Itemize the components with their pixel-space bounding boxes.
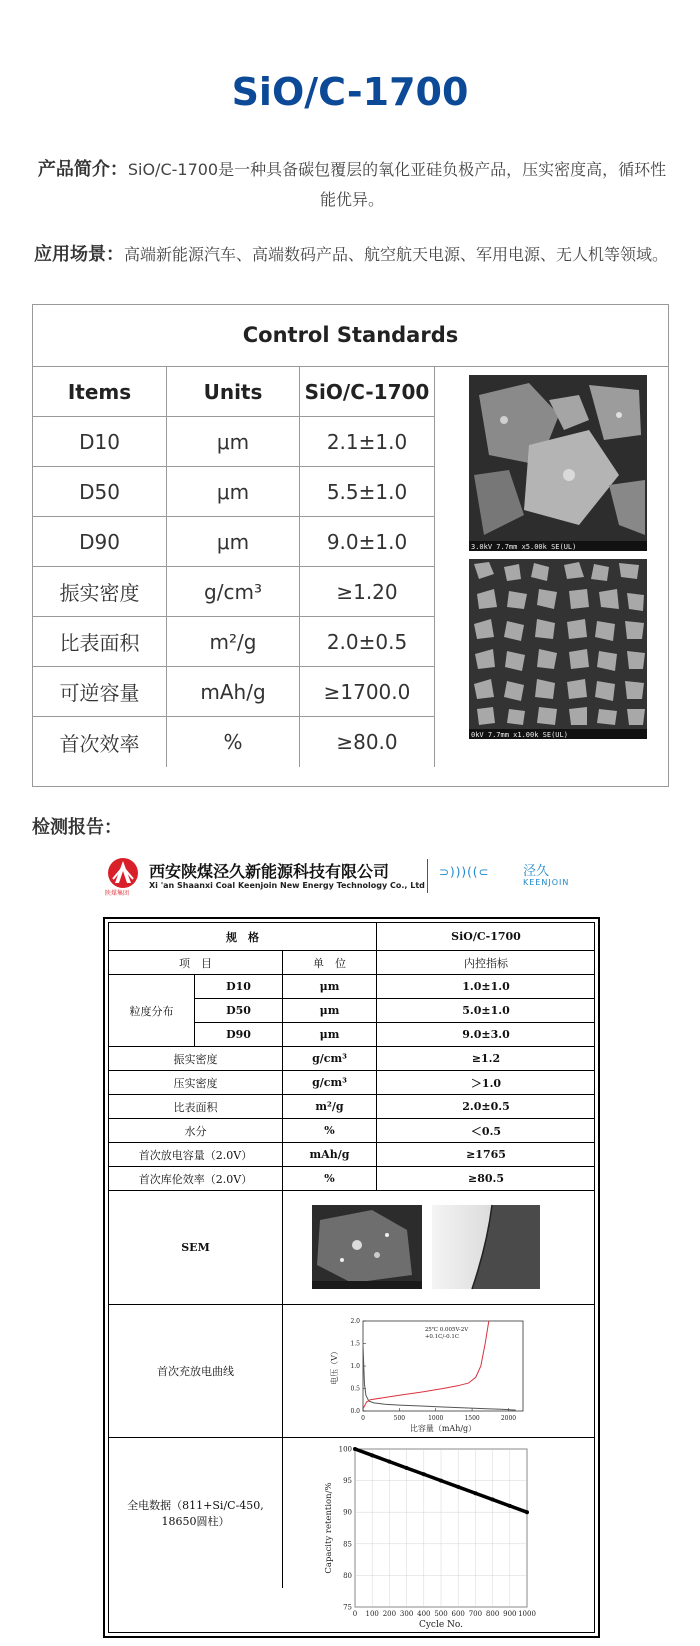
cs-cell-r2-c1: μm [167, 467, 300, 517]
control-standards-title: Control Standards [33, 305, 668, 367]
chart2-xlabel: Cycle No. [418, 1620, 464, 1630]
report-row-std-5: ≥80.5 [377, 1167, 595, 1191]
intro-label: 产品简介： [37, 159, 128, 180]
chart2-ylabel: Capacity retention/% [324, 1482, 334, 1574]
report-row-unit-1: g/cm³ [283, 1071, 377, 1095]
cs-cell-r1-c0: D10 [33, 417, 167, 467]
report-psd-unit-1: μm [283, 999, 377, 1023]
company-logo [105, 857, 141, 897]
cs-cell-r4-c2: ≥1.20 [300, 567, 435, 617]
cs-cell-r3-c1: μm [167, 517, 300, 567]
chart1-ytick-label: 1.5 [350, 1340, 360, 1348]
chart1-ytick-label: 0.0 [350, 1408, 360, 1415]
chart2-ytick-label: 85 [343, 1540, 352, 1549]
cs-cell-r4-c1: g/cm³ [167, 567, 300, 617]
cs-cell-r2-c0: D50 [33, 467, 167, 517]
chart2-xtick-label: 400 [417, 1610, 431, 1618]
chart1-xlabel: 比容量（mAh/g） [409, 1424, 477, 1433]
report-psd-label: 粒度分布 [109, 975, 195, 1047]
chart1-ytick-label: 1.0 [350, 1363, 360, 1370]
chart2-ytick-label: 95 [343, 1477, 352, 1486]
report-row-unit-2: m²/g [283, 1095, 377, 1119]
cs-cell-r7-c2: ≥80.0 [300, 717, 435, 767]
control-standards-table [32, 304, 669, 787]
cs-cell-r6-c1: mAh/g [167, 667, 300, 717]
report-row-std-2: 2.0±0.5 [377, 1095, 595, 1119]
report-row-item-3: 水分 [109, 1119, 283, 1143]
report-row-item-2: 比表面积 [109, 1095, 283, 1119]
report-sem-label: SEM [109, 1191, 283, 1305]
report-col-item: 项 目 [109, 951, 283, 975]
chart2-xtick-label: 500 [434, 1610, 448, 1618]
sem-caption-2: 0kV 7.7mm x1.00k SE(UL) [471, 731, 568, 739]
keenjoin-name-en: KEENJOIN [523, 878, 570, 887]
chart1-xtick-label: 0 [361, 1415, 365, 1422]
sem-image-low-mag [469, 559, 647, 739]
report-spec-label: 规 格 [109, 923, 377, 951]
cs-cell-r5-c1: m²/g [167, 617, 300, 667]
report-row-std-4: ≥1765 [377, 1143, 595, 1167]
report-psd-unit-0: μm [283, 975, 377, 999]
sem-images [457, 367, 668, 787]
cs-cell-r4-c0: 振实密度 [33, 567, 167, 617]
chart2-xtick-label: 100 [365, 1610, 379, 1618]
report-psd-item-1: D50 [195, 999, 283, 1023]
report-row-std-1: ＞1.0 [377, 1071, 595, 1095]
report-row-item-0: 振实密度 [109, 1047, 283, 1071]
cs-cell-r1-c2: 2.1±1.0 [300, 417, 435, 467]
chart1-ytick-label: 2.0 [350, 1318, 360, 1325]
header-divider [427, 859, 428, 893]
chart2-xtick-label: 300 [399, 1610, 414, 1618]
application-scenarios [34, 240, 684, 266]
chart2-xtick-label: 0 [352, 1610, 358, 1618]
keenjoin-mark: ⊃)))((⊂ [439, 865, 490, 879]
report-fullcell-cell [283, 1438, 595, 1632]
report-psd-item-2: D90 [195, 1023, 283, 1047]
chart1-annotation-line1: 25℃ 0.005V-2V [424, 1327, 469, 1333]
chart1-xtick-label: 2000 [500, 1415, 517, 1422]
report-row-item-1: 压实密度 [109, 1071, 283, 1095]
cs-cell-r3-c2: 9.0±1.0 [300, 517, 435, 567]
chart2-xtick-label: 600 [451, 1610, 465, 1618]
company-name-en: Xi 'an Shaanxi Coal Keenjoin New Energy Technology Co., Ltd [149, 881, 425, 890]
chart1-xtick-label: 1500 [464, 1415, 480, 1422]
cs-header-0: Items [33, 367, 167, 417]
report-psd-unit-2: μm [283, 1023, 377, 1047]
chart2-xtick-label: 700 [468, 1610, 483, 1618]
report-spec-value: SiO/C-1700 [377, 923, 595, 951]
chart1-xtick-label: 1000 [428, 1415, 444, 1422]
cs-header-1: Units [167, 367, 300, 417]
report-row-unit-5: % [283, 1167, 377, 1191]
cs-cell-r3-c0: D90 [33, 517, 167, 567]
application-label: 应用场景： [34, 244, 124, 265]
page-title: SiO/C-1700 [231, 70, 469, 114]
report-row-std-0: ≥1.2 [377, 1047, 595, 1071]
keenjoin-name-cn: 泾久 [523, 864, 550, 879]
report-fullcell-label: 全电数据（811+Si/C-450, 18650圆柱） [109, 1438, 283, 1588]
report-col-std: 内控指标 [377, 951, 595, 975]
chart2-xtick-label: 900 [503, 1610, 517, 1618]
report-row-unit-4: mAh/g [283, 1143, 377, 1167]
chart2-ytick-label: 90 [343, 1508, 352, 1517]
intro-text: SiO/C-1700是一种具备碳包覆层的氧化亚硅负极产品，压实密度高，循环性能优异。 [127, 160, 667, 209]
chart2-xtick-label: 200 [382, 1610, 397, 1618]
cs-cell-r5-c0: 比表面积 [33, 617, 167, 667]
chart1-ylabel: 电压（V） [330, 1347, 339, 1385]
company-header [105, 857, 605, 903]
sem-image-high-mag [469, 375, 647, 551]
report-label: 检测报告： [32, 817, 122, 838]
sem-caption-1: 3.0kV 7.7mm x5.00k SE(UL) [471, 543, 577, 551]
report-row-unit-3: % [283, 1119, 377, 1143]
company-name-cn: 西安陕煤泾久新能源科技有限公司 [149, 862, 390, 881]
chart1-ytick-label: 0.5 [350, 1385, 360, 1393]
application-text: 高端新能源汽车、高端数码产品、航空航天电源、军用电源、无人机等领域。 [124, 245, 669, 264]
cs-cell-r6-c2: ≥1700.0 [300, 667, 435, 717]
chart1-annotation-line2: +0.1C/-0.1C [424, 1334, 460, 1340]
chart1-xtick-label: 500 [393, 1415, 406, 1422]
cs-cell-r2-c2: 5.5±1.0 [300, 467, 435, 517]
logo-caption: 陕煤集团 [105, 890, 130, 897]
report-psd-item-0: D10 [195, 975, 283, 999]
report-col-unit: 单 位 [283, 951, 377, 975]
cs-cell-r7-c1: % [167, 717, 300, 767]
chart2-ytick-label: 75 [343, 1603, 352, 1612]
report-psd-std-0: 1.0±1.0 [377, 975, 595, 999]
report-psd-std-2: 9.0±3.0 [377, 1023, 595, 1047]
report-curve-label: 首次充放电曲线 [109, 1305, 283, 1438]
report-curve-cell [283, 1305, 595, 1438]
product-intro [34, 155, 670, 215]
report-row-std-3: ＜0.5 [377, 1119, 595, 1143]
cs-header-2: SiO/C-1700 [300, 367, 435, 417]
chart2-ytick-label: 80 [343, 1571, 352, 1580]
test-report-table [103, 917, 600, 1638]
report-row-item-4: 首次放电容量（2.0V） [109, 1143, 283, 1167]
cs-cell-r5-c2: 2.0±0.5 [300, 617, 435, 667]
chart2-ytick-label: 100 [338, 1445, 352, 1454]
report-psd-std-1: 5.0±1.0 [377, 999, 595, 1023]
report-row-unit-0: g/cm³ [283, 1047, 377, 1071]
cs-cell-r7-c0: 首次效率 [33, 717, 167, 767]
report-sem-cell [283, 1191, 595, 1305]
chart2-xtick-label: 800 [485, 1610, 500, 1618]
cs-cell-r6-c0: 可逆容量 [33, 667, 167, 717]
chart2-xtick-label: 1000 [518, 1610, 536, 1618]
cs-cell-r1-c1: μm [167, 417, 300, 467]
report-row-item-5: 首次库伦效率（2.0V） [109, 1167, 283, 1191]
